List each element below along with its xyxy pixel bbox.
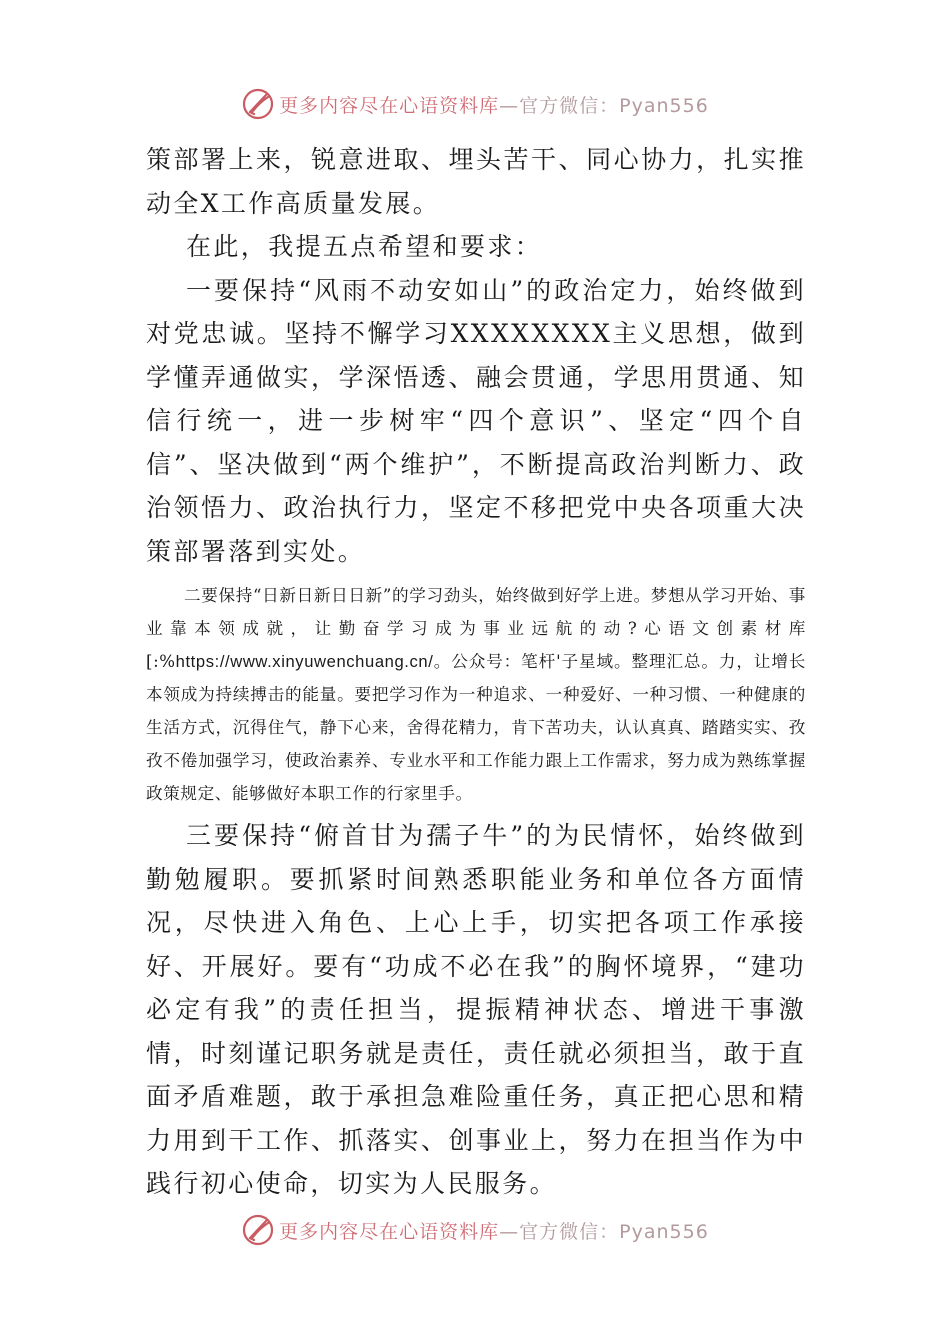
source-url-link[interactable]: https://www.xinyuwenchuang.cn/	[175, 652, 434, 671]
paragraph-1: 策部署上来，锐意进取、埋头苦干、同心协力，扎实推动全X工作高质量发展。	[146, 145, 806, 218]
document-body	[146, 138, 806, 1206]
quill-logo-icon	[241, 87, 275, 121]
quill-logo-icon	[241, 1213, 275, 1247]
banner-text: 更多内容尽在心语资料库—官方微信：Pyan556	[279, 1220, 709, 1243]
banner-text: 更多内容尽在心语资料库—官方微信：Pyan556	[279, 94, 709, 117]
paragraph-4: 二要保持“日新日新日日新”的学习劲头，始终做到好学上进。梦想从学习开始、事业靠本领成就，让勤奋学习成为事业远航的动?心语文创素材库[:%https://www.xinyuwenchuang.cn/。公众号：笔杆'子星域。整理汇总。力，让增长本领成为持续搏击的能量。要把学习作为一种追求、一种爱好、一种习惯、一种健康的生活方式，沉得住气，静下心来，舍得花精力，肯下苦功夫，认认真真、踏踏实实、孜孜不倦加强学习，使政治素养、专业水平和工作能力跟上工作需求，努力成为熟练掌握政策规定、能够做好本职工作的行家里手。	[146, 586, 806, 803]
paragraph-2: 在此，我提五点希望和要求：	[186, 232, 543, 261]
paragraph-3: 一要保持“风雨不动安如山”的政治定力，始终做到对党忠诚。坚持不懈学习XXXXXXXX主义思想，做到学懂弄通做实，学深悟透、融会贯通，学思用贯通、知信行统一，进一步树牢“四个意识”、坚定“四个自信”、坚决做到“两个维护”，不断提高政治判断力、政治领悟力、政治执行力，坚定不移把党中央各项重大决策部署落到实处。	[146, 275, 806, 566]
header-watermark-banner	[0, 84, 950, 124]
paragraph-5: 三要保持“俯首甘为孺子牛”的为民情怀，始终做到勤勉履职。要抓紧时间熟悉职能业务和单位各方面情况，尽快进入角色、上心上手，切实把各项工作承接好、开展好。要有“功成不必在我”的胸怀境界，“建功必定有我”的责任担当，提振精神状态、增进干事激情，时刻谨记职务就是责任，责任就必须担当，敢于直面矛盾难题，敢于承担急难险重任务，真正把心思和精力用到干工作、抓落实、创事业上，努力在担当作为中践行初心使命，切实为人民服务。	[146, 821, 806, 1198]
footer-watermark-banner	[0, 1210, 950, 1250]
